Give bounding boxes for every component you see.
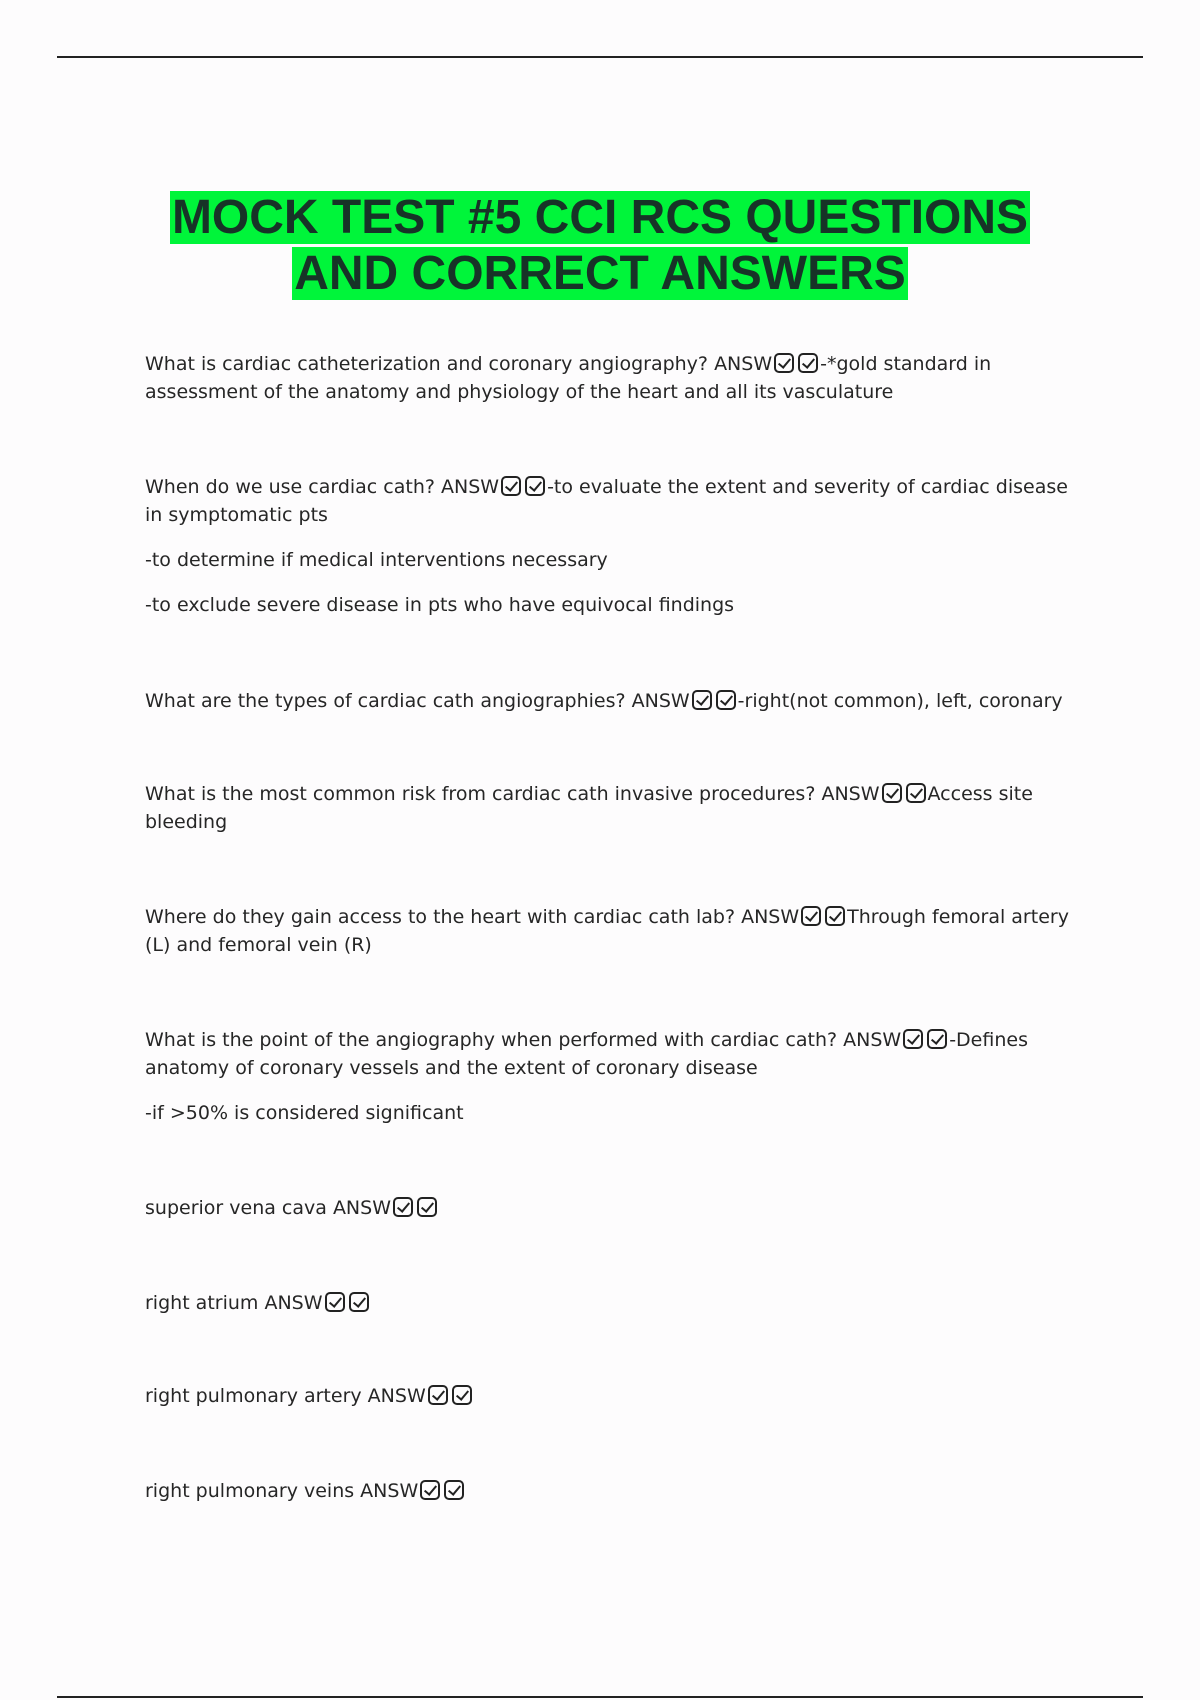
checkbox-check-icon: [525, 476, 545, 496]
answer-marker: ANSW: [367, 1385, 426, 1407]
checkbox-check-icon: [716, 690, 736, 710]
answer-text: -Defines anatomy of coronary vessels and the extent of coronary disease: [145, 1029, 1028, 1079]
qa-item: [145, 350, 1075, 406]
question-text: What is the point of the angiography when performed with cardiac cath?: [145, 1029, 844, 1051]
answer-marker: ANSW: [441, 476, 500, 498]
qa-item: [145, 473, 1075, 619]
question-text: superior vena cava: [145, 1197, 333, 1219]
question-text: right atrium: [145, 1292, 265, 1314]
checkbox-check-icon: [452, 1385, 472, 1405]
qa-item: [145, 1382, 1075, 1410]
checkbox-check-icon: [692, 690, 712, 710]
question-text: right pulmonary veins: [145, 1480, 361, 1502]
question-text: What is cardiac catheterization and coronary angiography?: [145, 353, 715, 375]
checkbox-check-icon: [801, 906, 821, 926]
qa-item: [145, 1026, 1075, 1127]
answer-extra-line: -to determine if medical interventions necessary: [145, 549, 608, 571]
answer-text: Through femoral artery (L) and femoral vein (R): [145, 906, 1069, 956]
checkbox-check-icon: [882, 783, 902, 803]
question-text: Where do they gain access to the heart with cardiac cath lab?: [145, 906, 742, 928]
answer-marker: ANSW: [332, 1197, 391, 1219]
answer-marker: ANSW: [264, 1292, 323, 1314]
checkbox-check-icon: [501, 476, 521, 496]
answer-extra-line: -if >50% is considered significant: [145, 1102, 464, 1124]
document-title: [0, 190, 1200, 302]
answer-marker: ANSW: [360, 1480, 419, 1502]
answer-marker: ANSW: [741, 906, 800, 928]
header-rule: [57, 56, 1143, 58]
checkbox-check-icon: [906, 783, 926, 803]
checkbox-check-icon: [417, 1197, 437, 1217]
question-text: What are the types of cardiac cath angiographies?: [145, 690, 632, 712]
answer-marker: ANSW: [631, 690, 690, 712]
answer-text: Access site bleeding: [145, 783, 1033, 833]
checkbox-check-icon: [774, 353, 794, 373]
checkbox-check-icon: [444, 1480, 464, 1500]
checkbox-check-icon: [798, 353, 818, 373]
answer-extra-line: -to exclude severe disease in pts who have equivocal findings: [145, 594, 735, 616]
answer-marker: ANSW: [714, 353, 773, 375]
footer-rule: [57, 1696, 1143, 1698]
qa-item: [145, 687, 1075, 715]
answer-marker: ANSW: [821, 783, 880, 805]
question-text: When do we use cardiac cath?: [145, 476, 442, 498]
checkbox-check-icon: [325, 1292, 345, 1312]
checkbox-check-icon: [927, 1029, 947, 1049]
checkbox-check-icon: [393, 1197, 413, 1217]
title-line-1: MOCK TEST #5 CCI RCS QUESTIONS: [171, 191, 1029, 244]
question-text: right pulmonary artery: [145, 1385, 368, 1407]
answer-text: -*gold standard in assessment of the anatomy and physiology of the heart and all its vasculature: [145, 353, 992, 403]
qa-item: [145, 1289, 1075, 1317]
checkbox-check-icon: [903, 1029, 923, 1049]
qa-item: [145, 1477, 1075, 1505]
checkbox-check-icon: [420, 1480, 440, 1500]
qa-item: [145, 780, 1075, 836]
checkbox-check-icon: [349, 1292, 369, 1312]
answer-text: -right(not common), left, coronary: [737, 690, 1063, 712]
qa-item: [145, 903, 1075, 959]
title-line-2: AND CORRECT ANSWERS: [294, 247, 906, 300]
answer-text: -to evaluate the extent and severity of cardiac disease in symptomatic pts: [145, 476, 1068, 526]
checkbox-check-icon: [428, 1385, 448, 1405]
question-text: What is the most common risk from cardiac cath invasive procedures?: [145, 783, 822, 805]
checkbox-check-icon: [825, 906, 845, 926]
qa-item: [145, 1194, 1075, 1222]
answer-marker: ANSW: [843, 1029, 902, 1051]
